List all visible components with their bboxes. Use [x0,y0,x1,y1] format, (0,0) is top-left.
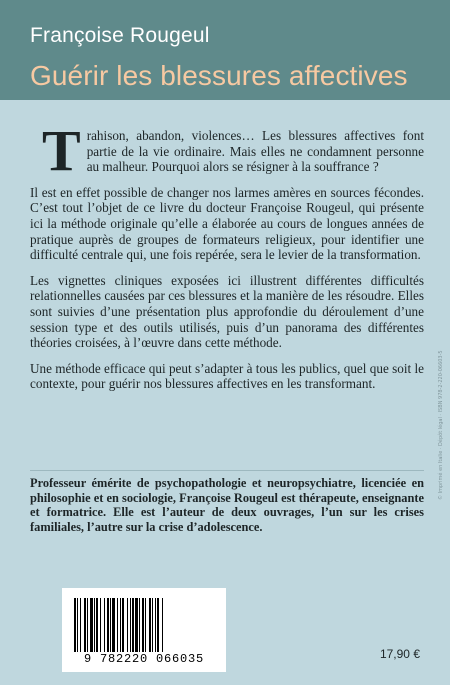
book-title: Guérir les blessures affectives [30,60,408,91]
back-cover-text [30,118,424,402]
paragraph-1-text: rahison, abandon, violences… Les blessures affectives font partie de la vie ordinaire. Mais elles ne condamnent personne au malheur. Pourquoi alors se résigner à la souffrance ? [86,128,424,175]
barcode-icon [74,598,214,652]
side-print-text: © Imprimé en Italie · Dépôt légal · ISBN 978-2-220-06603-5 [438,350,444,500]
price: 17,90 € [379,647,420,661]
paragraph-4: Une méthode efficace qui peut s’adapter à tous les publics, quel que soit le contexte, pour guérir nos blessures affectives en les transformant. [30,360,424,392]
paragraph-1 [30,118,424,183]
bio-author-name: Françoise Rougeul [179,490,278,505]
paragraph-2: Il est en effet possible de changer nos larmes amères en sources fécondes. C’est tout l’objet de ce livre du docteur Françoise Rougeul, qui présente ici la méthode originale qu’elle a élaborée au cours de longues années de pratique auprès de groupes de formateurs religieux, pour identifier une difficulté centrale qui, une fois repérée, sera le levier de la transformation. [30,184,424,263]
barcode-box [62,588,226,672]
bio-part-1: Professeur émérite de psychopathologie et neuropsychiatre, licenciée en philosophie et en sociologie, [30,476,424,505]
author-bio [30,476,424,534]
drop-cap: T [42,118,81,183]
isbn-number: 9 782220 066035 [83,652,205,666]
paragraph-3: Les vignettes cliniques exposées ici illustrent différentes difficultés relationnelles causées par ces blessures et la manière de les résoudre. Elles sont suivies d’une présentation plus approfondie du déroulement d’une session type et des outils utilisés, puis d’un panorama des différentes théories croisées, à l’œuvre dans cette méthode. [30,272,424,351]
bio-part-2: est thérapeute, enseignante et formatrice. Elle est l’auteur de deux ouvrages, l’un sur les crises familiales, l’autre sur la crise d’adolescence. [30,490,424,534]
section-divider [30,470,424,471]
author-name: Françoise Rougeul [30,24,210,47]
